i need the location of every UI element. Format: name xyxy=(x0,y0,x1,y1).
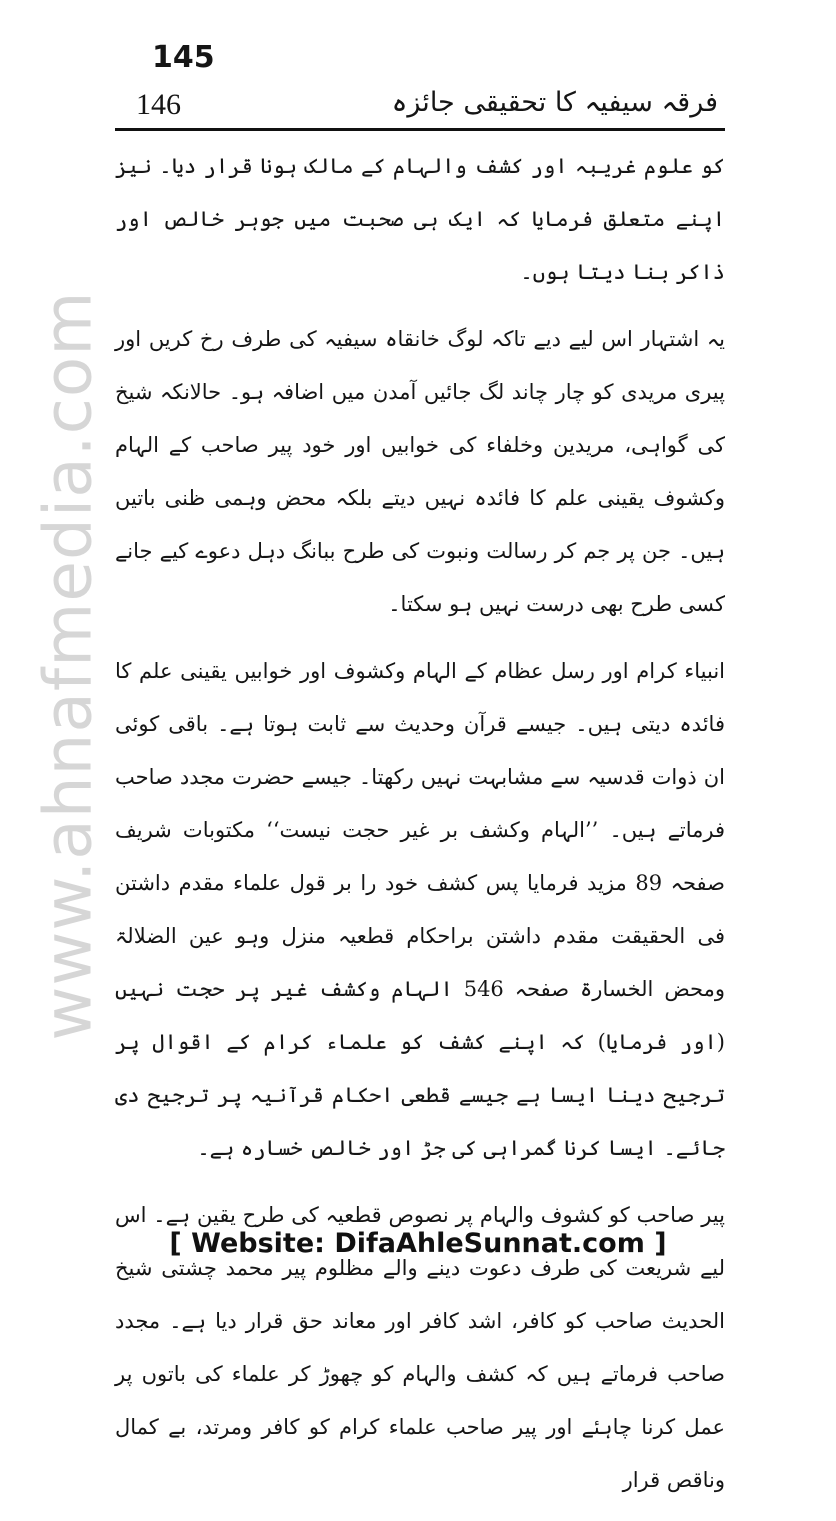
watermark xyxy=(18,289,118,1041)
paragraph-2: یہ اشتہار اس لیے دیے تاکہ لوگ خانقاہ سیفیہ کی طرف رخ کریں اور پیری مریدی کو چار چاند لگ جائیں آمدن میں اضافہ ہو۔ حالانکہ شیخ کی گواہی، مریدین وخلفاء کی خوابیں اور خود پیر صاحب کے الہام وکشوف یقینی علم کا فائدہ نہیں دیتے بلکہ محض وہمی ظنی باتیں ہیں۔ جن پر جم کر رسالت ونبوت کی طرح ببانگ دہل دعوے کیے جانے کسی طرح بھی درست نہیں ہو سکتا۔ xyxy=(115,327,725,616)
website-footer: [ Website: DifaAhleSunnat.com ] xyxy=(169,1228,667,1259)
page-number-top: 145 xyxy=(152,40,215,75)
body-text xyxy=(115,140,725,1521)
running-title: فرقہ سیفیہ کا تحقیقی جائزہ xyxy=(391,87,718,118)
header-page-number: 146 xyxy=(136,88,181,121)
header-rule xyxy=(115,128,725,131)
paragraph-1: کو علوم غریبہ اور کشف والہام کے مالک ہونا قرار دیا۔ نیز اپنے متعلق فرمایا کہ ایک ہی صحبت میں جوہر خالص اور ذاکر بنا دیتا ہوں۔ xyxy=(115,154,725,284)
watermark-text: www.ahnafmedia.com xyxy=(29,289,107,1041)
paragraph-4: پیر صاحب کو کشوف والہام پر نصوص قطعیہ کی طرح یقین ہے۔ اس لیے شریعت کی طرف دعوت دینے والے مظلوم پیر محمد چشتی شیخ الحدیث صاحب کو کافر، اشد کافر اور معاند حق قرار دیا ہے۔ مجدد صاحب فرماتے ہیں کہ کشف والہام کو چھوڑ کر علماء کی باتوں پر عمل کرنا چاہئے اور پیر صاحب علماء کرام کو کافر ومرتد، بے کمال وناقص قرار xyxy=(115,1203,725,1492)
paragraph-3: انبیاء کرام اور رسل عظام کے الہام وکشوف اور خوابیں یقینی علم کا فائدہ دیتی ہیں۔ جیسے قرآن وحدیث سے ثابت ہوتا ہے۔ باقی کوئی ان ذوات قدسیہ سے مشابہت نہیں رکھتا۔ جیسے حضرت مجدد صاحب فرماتے ہیں۔ ’’الہام وکشف بر غیر حجت نیست‘‘ مکتوبات شریف صفحہ 89 مزید فرمایا پس کشف خود را بر قول علماء مقدم داشتن فی الحقیقت مقدم داشتن براحکام قطعیہ منزل وہو عین الضلالۃ ومحض الخسارۃ صفحہ 546 الہام وکشف غیر پر حجت نہیں (اور فرمایا) کہ اپنے کشف کو علماء کرام کے اقوال پر ترجیح دینا ایسا ہے جیسے قطعی احکام قرآنیہ پر ترجیح دی جائے۔ ایسا کرنا گمراہی کی جڑ اور خالص خسارہ ہے۔ xyxy=(115,659,725,1160)
